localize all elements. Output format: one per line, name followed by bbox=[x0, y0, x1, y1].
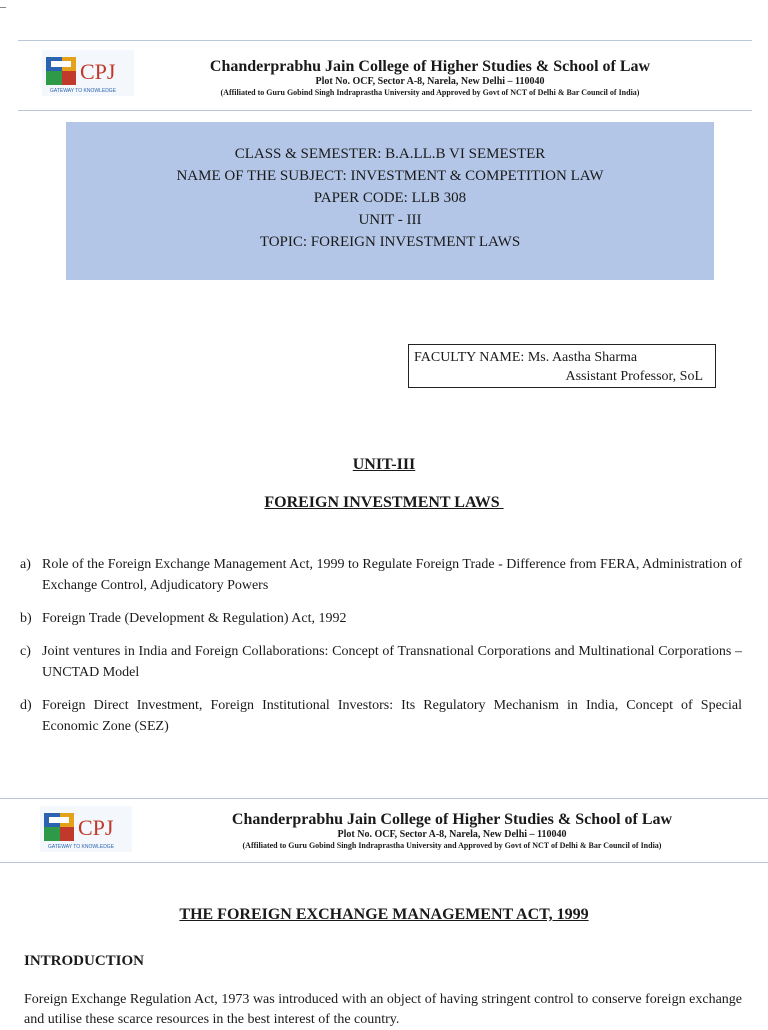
college-logo bbox=[40, 806, 132, 852]
faculty-name: FACULTY NAME: Ms. Aastha Sharma bbox=[414, 350, 638, 365]
page2-header-top-rule bbox=[0, 798, 768, 799]
list-item-label: d) bbox=[20, 698, 32, 713]
list-item-label: b) bbox=[20, 611, 32, 626]
college-affiliation: (Affiliated to Guru Gobind Singh Indraprastha University and Approved by Govt of NCT of Delhi & Bar Council of India) bbox=[220, 88, 640, 97]
college-name: Chanderprabhu Jain College of Higher Studies & School of Law bbox=[209, 58, 651, 75]
faculty-box bbox=[408, 344, 716, 388]
unit-label: UNIT - III bbox=[358, 212, 422, 228]
list-item-text: Foreign Direct Investment, Foreign Institutional Investors: Its Regulatory Mechanism in India, Concept of Special Economic Zone (SEZ) bbox=[42, 698, 742, 734]
logo-tagline: GATEWAY TO KNOWLEDGE bbox=[48, 844, 115, 850]
list-item-label: c) bbox=[20, 644, 31, 659]
college-logo bbox=[42, 50, 134, 96]
college-affiliation: (Affiliated to Guru Gobind Singh Indraprastha University and Approved by Govt of NCT of Delhi & Bar Council of India) bbox=[242, 841, 662, 850]
logo-text: CPJ bbox=[78, 815, 114, 840]
list-item bbox=[20, 554, 742, 596]
unit-title: FOREIGN INVESTMENT LAWS bbox=[264, 494, 504, 511]
list-item bbox=[20, 608, 742, 629]
faculty-designation: Assistant Professor, SoL bbox=[565, 369, 703, 384]
syllabus-list bbox=[20, 554, 742, 749]
header-bottom-rule bbox=[18, 110, 752, 111]
page-marker: – bbox=[0, 0, 6, 13]
intro-heading: INTRODUCTION bbox=[24, 953, 145, 969]
college-name: Chanderprabhu Jain College of Higher Studies & School of Law bbox=[231, 811, 673, 828]
subject-name: NAME OF THE SUBJECT: INVESTMENT & COMPETITION LAW bbox=[176, 168, 604, 184]
list-item-label: a) bbox=[20, 557, 31, 572]
college-header bbox=[150, 58, 710, 98]
list-item-text: Role of the Foreign Exchange Management Act, 1999 to Regulate Foreign Trade - Difference from FERA, Administration of Exchange Control, Adjudicatory Powers bbox=[42, 557, 742, 593]
list-item-text: Joint ventures in India and Foreign Collaborations: Concept of Transnational Corporations and Multinational Corporations – UNCTAD Model bbox=[42, 644, 742, 680]
college-address: Plot No. OCF, Sector A-8, Narela, New Delhi – 110040 bbox=[337, 829, 567, 840]
logo-tagline: GATEWAY TO KNOWLEDGE bbox=[50, 88, 117, 94]
list-item bbox=[20, 641, 742, 683]
course-info-banner bbox=[66, 122, 714, 280]
paper-code: PAPER CODE: LLB 308 bbox=[313, 190, 467, 206]
logo-text: CPJ bbox=[80, 59, 116, 84]
college-header bbox=[172, 811, 732, 851]
college-address: Plot No. OCF, Sector A-8, Narela, New Delhi – 110040 bbox=[315, 76, 545, 87]
unit-heading: UNIT-III bbox=[352, 456, 416, 473]
intro-paragraph: Foreign Exchange Regulation Act, 1973 was introduced with an object of having stringent control to conserve foreign exchange and utilise these scarce resources in the best interest of the country. bbox=[24, 992, 742, 1027]
section-title: THE FOREIGN EXCHANGE MANAGEMENT ACT, 1999 bbox=[179, 906, 589, 923]
topic-label: TOPIC: FOREIGN INVESTMENT LAWS bbox=[259, 234, 521, 250]
list-item-text: Foreign Trade (Development & Regulation) Act, 1992 bbox=[42, 611, 347, 626]
class-semester: CLASS & SEMESTER: B.A.LL.B VI SEMESTER bbox=[234, 146, 546, 162]
list-item bbox=[20, 695, 742, 737]
page2-header-bottom-rule bbox=[0, 862, 768, 863]
header-top-rule bbox=[18, 40, 752, 41]
